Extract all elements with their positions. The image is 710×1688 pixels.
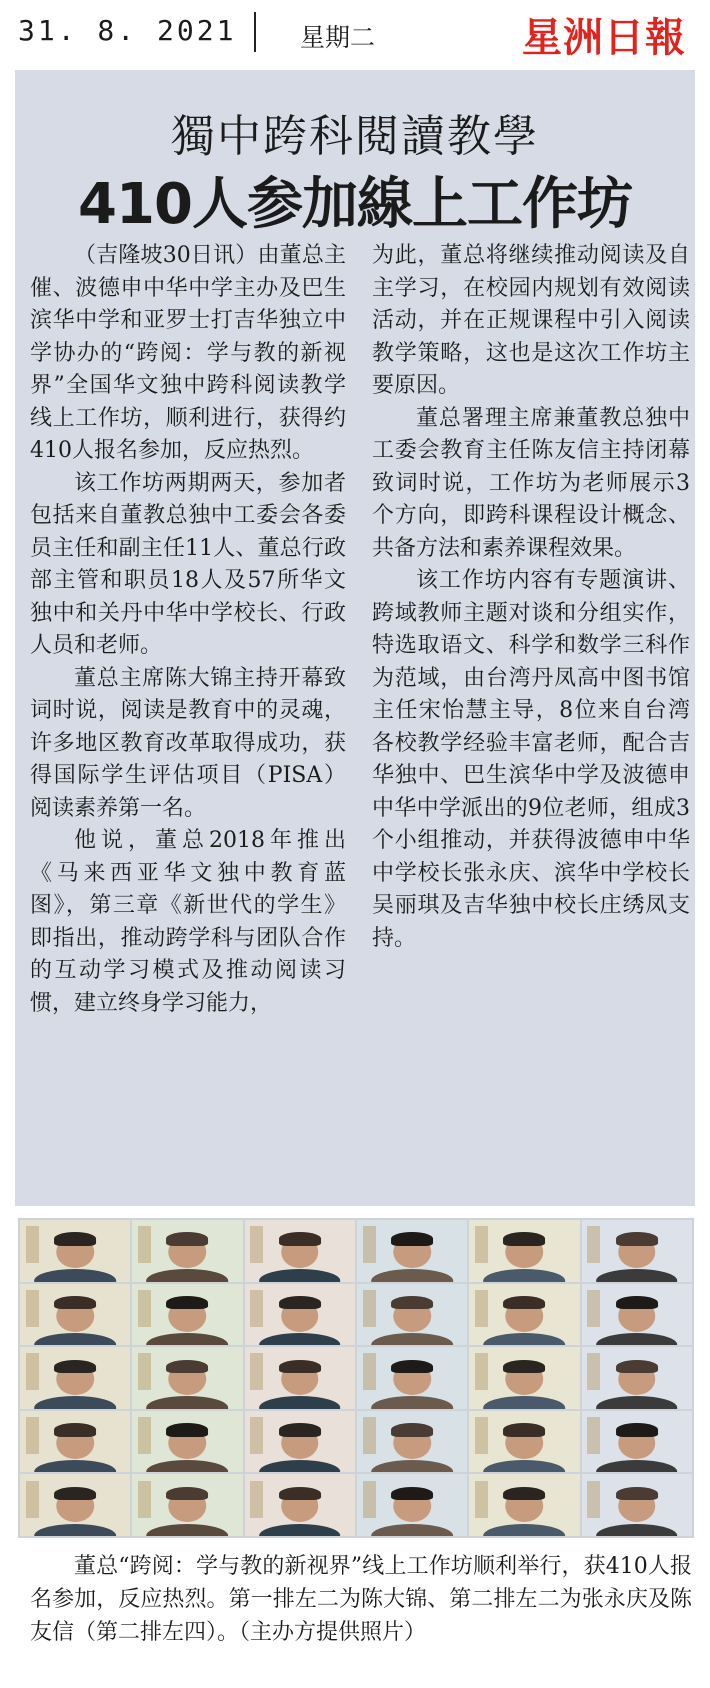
- page-header: [0, 0, 710, 62]
- participant-body: [147, 1269, 229, 1281]
- background-banner: [138, 1290, 151, 1327]
- participant-body: [596, 1396, 678, 1408]
- participant-body: [147, 1396, 229, 1408]
- participant-hair: [167, 1360, 209, 1374]
- participant-body: [371, 1269, 453, 1281]
- background-banner: [26, 1417, 39, 1454]
- participant-body: [371, 1460, 453, 1472]
- paragraph: （吉隆坡30日讯）由董总主催、波德申中华中学主办及巴生滨华中学和亚罗士打吉华独立中学协办的“跨阅：学与教的新视界”全国华文独中跨科阅读教学线上工作坊，顺利进行，获得约410人报名参加，反应热烈。: [30, 243, 346, 463]
- participant-hair: [167, 1423, 209, 1437]
- article-kicker: 獨中跨科閱讀教學: [171, 111, 539, 162]
- article-headline: 410人参加線上工作坊: [78, 172, 632, 237]
- background-banner: [138, 1353, 151, 1390]
- participant-tile: [582, 1284, 692, 1346]
- participant-body: [371, 1396, 453, 1408]
- background-banner: [587, 1226, 600, 1263]
- participant-tile: [245, 1284, 355, 1346]
- participant-body: [596, 1460, 678, 1472]
- participant-body: [371, 1333, 453, 1345]
- participant-tile: [20, 1220, 130, 1282]
- background-banner: [475, 1290, 488, 1327]
- paragraph: 董总主席陈大锦主持开幕致词时说，阅读是教育中的灵魂，许多地区教育改革取得成功，获得国际学生评估项目（PISA）阅读素养第一名。: [30, 665, 346, 821]
- paragraph: 董总署理主席兼董教总独中工委会教育主任陈友信主持闭幕致词时说，工作坊为老师展示3个方向，即跨科课程设计概念、共备方法和素养课程效果。: [372, 405, 690, 561]
- background-banner: [250, 1353, 263, 1390]
- header-divider: [254, 12, 256, 52]
- background-banner: [250, 1417, 263, 1454]
- participant-hair: [54, 1296, 96, 1310]
- participant-hair: [167, 1487, 209, 1501]
- participant-hair: [279, 1423, 321, 1437]
- paragraph: 该工作坊两期两天，参加者包括来自董教总独中工委会各委员主任和副主任11人、董总行政部主管和职员18人及57所华文独中和关丹中华中学校长、行政人员和老师。: [30, 470, 346, 658]
- background-banner: [587, 1417, 600, 1454]
- article-column-left: [30, 240, 346, 1020]
- background-banner: [587, 1481, 600, 1518]
- background-banner: [363, 1290, 376, 1327]
- participant-body: [371, 1524, 453, 1536]
- workshop-photo: [18, 1218, 694, 1538]
- participant-hair: [167, 1296, 209, 1310]
- background-banner: [250, 1481, 263, 1518]
- participant-tile: [20, 1474, 130, 1536]
- participant-hair: [167, 1232, 209, 1246]
- participant-tile: [245, 1474, 355, 1536]
- participant-hair: [504, 1232, 546, 1246]
- participant-body: [484, 1269, 566, 1281]
- participant-hair: [54, 1232, 96, 1246]
- issue-date: 31. 8. 2021: [18, 14, 237, 47]
- participant-tile: [20, 1284, 130, 1346]
- participant-tile: [132, 1411, 242, 1473]
- participant-hair: [616, 1487, 658, 1501]
- participant-tile: [582, 1474, 692, 1536]
- participant-tile: [469, 1411, 579, 1473]
- participant-hair: [391, 1360, 433, 1374]
- background-banner: [363, 1226, 376, 1263]
- participant-tile: [469, 1347, 579, 1409]
- participant-hair: [54, 1423, 96, 1437]
- participant-body: [34, 1333, 116, 1345]
- background-banner: [587, 1353, 600, 1390]
- background-banner: [138, 1226, 151, 1263]
- participant-tile: [582, 1347, 692, 1409]
- participant-body: [34, 1524, 116, 1536]
- participant-tile: [357, 1220, 467, 1282]
- participant-body: [259, 1333, 341, 1345]
- article-column-right: [372, 240, 690, 955]
- participant-body: [147, 1460, 229, 1472]
- caption-text: 董总“跨阅：学与教的新视界”线上工作坊顺利举行，获410人报名参加，反应热烈。第一排左二为陈大锦、第二排左二为张永庆及陈友信（第二排左四）。（主办方提供照片）: [30, 1554, 692, 1645]
- background-banner: [475, 1226, 488, 1263]
- participant-body: [484, 1333, 566, 1345]
- issue-weekday: 星期二: [300, 23, 376, 52]
- background-banner: [26, 1481, 39, 1518]
- background-banner: [138, 1417, 151, 1454]
- participant-hair: [279, 1296, 321, 1310]
- background-banner: [475, 1481, 488, 1518]
- participant-hair: [54, 1360, 96, 1374]
- participant-tile: [245, 1220, 355, 1282]
- participant-body: [259, 1460, 341, 1472]
- participant-hair: [391, 1232, 433, 1246]
- participant-body: [259, 1524, 341, 1536]
- participant-hair: [616, 1232, 658, 1246]
- paragraph: 为此，董总将继续推动阅读及自主学习，在校园内规划有效阅读活动，并在正规课程中引入阅读教学策略，这也是这次工作坊主要原因。: [372, 243, 690, 398]
- paragraph: 该工作坊内容有专题演讲、跨域教师主题对谈和分组实作，特选取语文、科学和数学三科作为范域，由台湾丹凤高中图书馆主任宋怡慧主导，8位来自台湾各校教学经验丰富老师，配合吉华独中、巴生滨华中学及波德申中华中学派出的9位老师，组成3个小组推动，并获得波德申中华中学校长张永庆、滨华中学校长吴丽琪及吉华独中校长庄绣凤支持。: [372, 568, 690, 951]
- participant-hair: [279, 1487, 321, 1501]
- participant-hair: [504, 1423, 546, 1437]
- background-banner: [475, 1353, 488, 1390]
- participant-tile: [132, 1474, 242, 1536]
- participant-hair: [616, 1296, 658, 1310]
- participant-hair: [54, 1487, 96, 1501]
- participant-hair: [616, 1360, 658, 1374]
- participant-hair: [279, 1232, 321, 1246]
- participant-tile: [20, 1347, 130, 1409]
- participant-tile: [357, 1474, 467, 1536]
- participant-tile: [132, 1284, 242, 1346]
- participant-body: [596, 1333, 678, 1345]
- participant-body: [484, 1460, 566, 1472]
- participant-body: [147, 1333, 229, 1345]
- participant-tile: [132, 1220, 242, 1282]
- participant-tile: [357, 1284, 467, 1346]
- participant-tile: [469, 1284, 579, 1346]
- paragraph: 他说，董总2018年推出《马来西亚华文独中教育蓝图》，第三章《新世代的学生》即指出，推动跨学科与团队合作的互动学习模式及推动阅读习惯，建立终身学习能力，: [30, 828, 346, 1016]
- participant-hair: [504, 1360, 546, 1374]
- participant-hair: [391, 1423, 433, 1437]
- participant-body: [259, 1396, 341, 1408]
- participant-body: [34, 1396, 116, 1408]
- participant-body: [596, 1269, 678, 1281]
- participant-body: [147, 1524, 229, 1536]
- participant-body: [259, 1269, 341, 1281]
- participant-hair: [616, 1423, 658, 1437]
- participant-tile: [357, 1347, 467, 1409]
- participant-tile: [582, 1220, 692, 1282]
- background-banner: [587, 1290, 600, 1327]
- participant-hair: [504, 1296, 546, 1310]
- participant-tile: [132, 1347, 242, 1409]
- newspaper-logo: 星洲日報: [522, 15, 686, 61]
- video-call-grid: [18, 1218, 694, 1538]
- participant-hair: [279, 1360, 321, 1374]
- photo-caption: [30, 1550, 692, 1649]
- participant-tile: [357, 1411, 467, 1473]
- participant-hair: [391, 1487, 433, 1501]
- background-banner: [26, 1353, 39, 1390]
- participant-tile: [582, 1411, 692, 1473]
- participant-tile: [469, 1474, 579, 1536]
- background-banner: [250, 1226, 263, 1263]
- background-banner: [250, 1290, 263, 1327]
- participant-body: [34, 1460, 116, 1472]
- participant-tile: [20, 1411, 130, 1473]
- participant-tile: [245, 1347, 355, 1409]
- participant-body: [596, 1524, 678, 1536]
- participant-body: [484, 1524, 566, 1536]
- participant-tile: [245, 1411, 355, 1473]
- participant-body: [484, 1396, 566, 1408]
- background-banner: [26, 1290, 39, 1327]
- background-banner: [363, 1417, 376, 1454]
- background-banner: [475, 1417, 488, 1454]
- participant-body: [34, 1269, 116, 1281]
- background-banner: [138, 1481, 151, 1518]
- background-banner: [363, 1481, 376, 1518]
- background-banner: [26, 1226, 39, 1263]
- participant-tile: [469, 1220, 579, 1282]
- participant-hair: [504, 1487, 546, 1501]
- background-banner: [363, 1353, 376, 1390]
- participant-hair: [391, 1296, 433, 1310]
